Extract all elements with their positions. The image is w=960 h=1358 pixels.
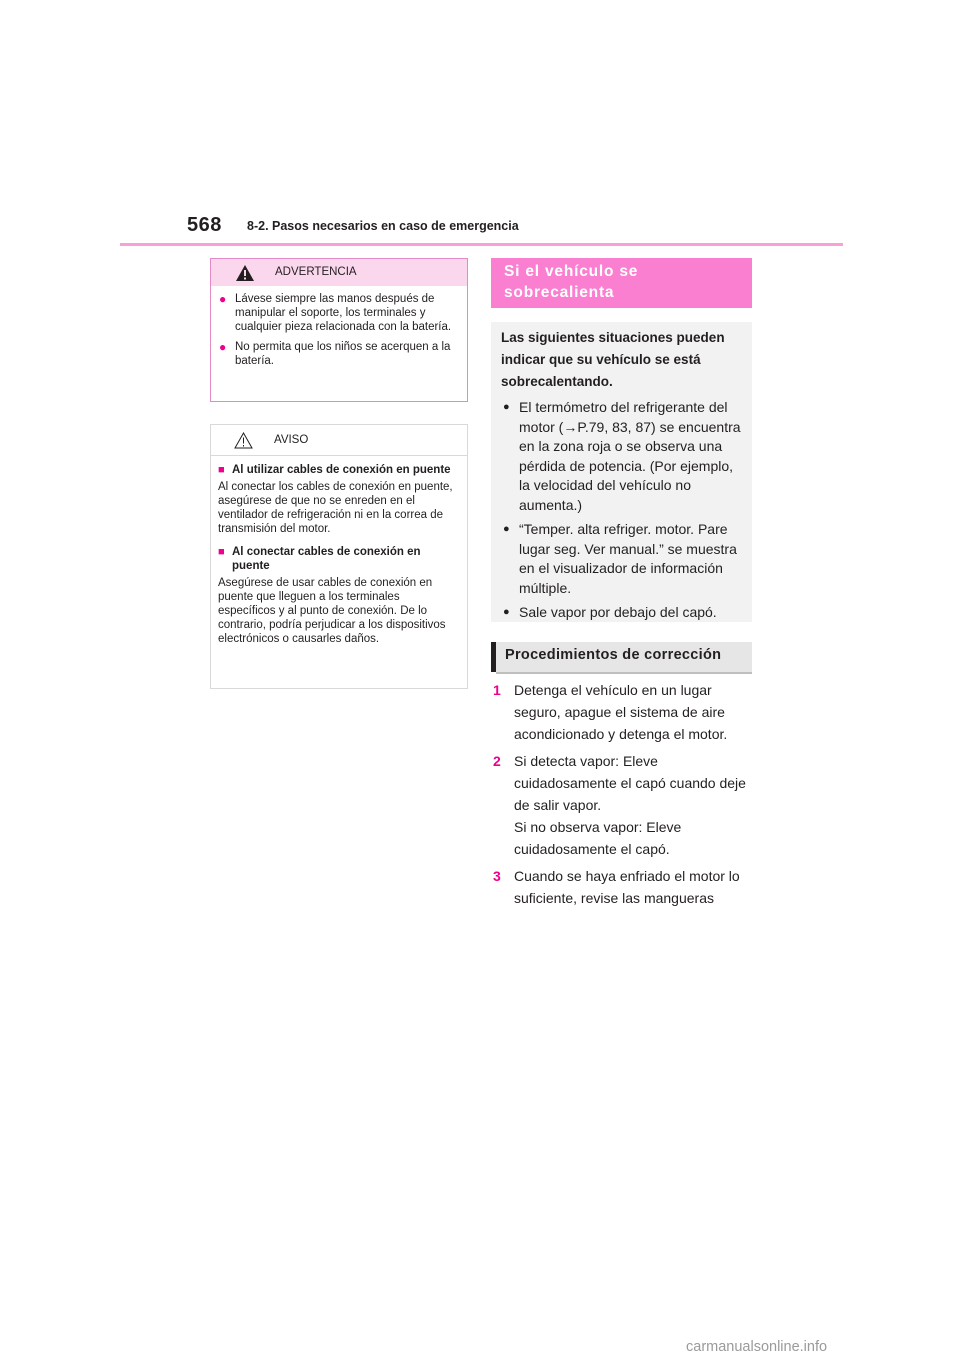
bullet-icon: ● — [219, 340, 227, 354]
overheat-intro: Las siguientes situaciones pueden indicar que su vehículo se está sobrecalentando. — [501, 330, 725, 389]
list-item: ● El termómetro del refrigerante del motor (→P.79, 83, 87) se encuentra en la zona roja o se observa una pérdida de potencia. (Por ejemplo, la velocidad del vehículo no aumenta.) — [503, 398, 743, 515]
list-item: ● “Temper. alta refriger. motor. Pare lugar seg. Ver manual.” se muestra en el visualizador de información múltiple. — [503, 520, 743, 598]
square-bullet-icon: ■ — [218, 464, 225, 476]
notice-heading: ■ Al conectar cables de conexión en puente — [218, 546, 421, 572]
square-bullet-icon: ■ — [218, 546, 225, 558]
procedure-steps — [493, 679, 755, 914]
step-number: 2 — [493, 753, 501, 769]
notice-box — [210, 424, 468, 689]
step-item: 1 Detenga el vehículo en un lugar seguro, apague el sistema de aire acondicionado y detenga el motor. — [493, 679, 755, 745]
step-number: 3 — [493, 868, 501, 884]
warning-triangle-icon — [235, 264, 255, 282]
warning-box — [210, 258, 468, 402]
step-item: 2 Si detecta vapor: Eleve cuidadosamente el capó cuando deje de salir vapor. Si no observa vapor: Eleve cuidadosamente el capó. — [493, 750, 755, 860]
warning-item: ● No permita que los niños se acerquen a la batería. — [219, 340, 451, 367]
warning-title: ADVERTENCIA — [275, 266, 357, 278]
overheat-banner — [491, 258, 752, 308]
overheat-banner-title: Si el vehículo se sobrecalienta — [504, 263, 639, 301]
bullet-icon: ● — [503, 401, 510, 413]
bullet-icon: ● — [503, 606, 510, 618]
caution-triangle-icon — [234, 432, 253, 449]
step-number: 1 — [493, 682, 501, 698]
warning-header — [211, 259, 467, 286]
section-title: 8-2. Pasos necesarios en caso de emergencia — [247, 219, 519, 233]
procedure-heading: Procedimientos de corrección — [491, 642, 752, 672]
notice-header — [211, 425, 467, 456]
notice-title: AVISO — [274, 434, 309, 446]
notice-text: Asegúrese de usar cables de conexión en puente que lleguen a los terminales específicos y al punto de conexión. De lo contrario, podría perjudicar a los dispositivos electrónicos o causarles daños. — [218, 577, 446, 645]
overheat-list — [503, 398, 743, 628]
bullet-icon: ● — [503, 523, 510, 535]
header-divider — [120, 243, 843, 246]
warning-item: ● Lávese siempre las manos después de manipular el soporte, los terminales y cualquier pieza relacionada con la batería. — [219, 292, 452, 333]
watermark: carmanualsonline.info — [686, 1339, 828, 1355]
notice-text: Al conectar los cables de conexión en puente, asegúrese de que no se enreden en el ventilador de refrigeración ni en la correa de transmisión del motor. — [218, 481, 453, 535]
overheat-info-box — [491, 322, 752, 622]
list-item: ● Sale vapor por debajo del capó. — [503, 603, 743, 623]
notice-heading: ■ Al utilizar cables de conexión en puente — [218, 464, 451, 476]
bullet-icon: ● — [219, 292, 227, 306]
page-number: 568 — [187, 214, 222, 236]
step-item: 3 Cuando se haya enfriado el motor lo suficiente, revise las mangueras — [493, 865, 755, 909]
